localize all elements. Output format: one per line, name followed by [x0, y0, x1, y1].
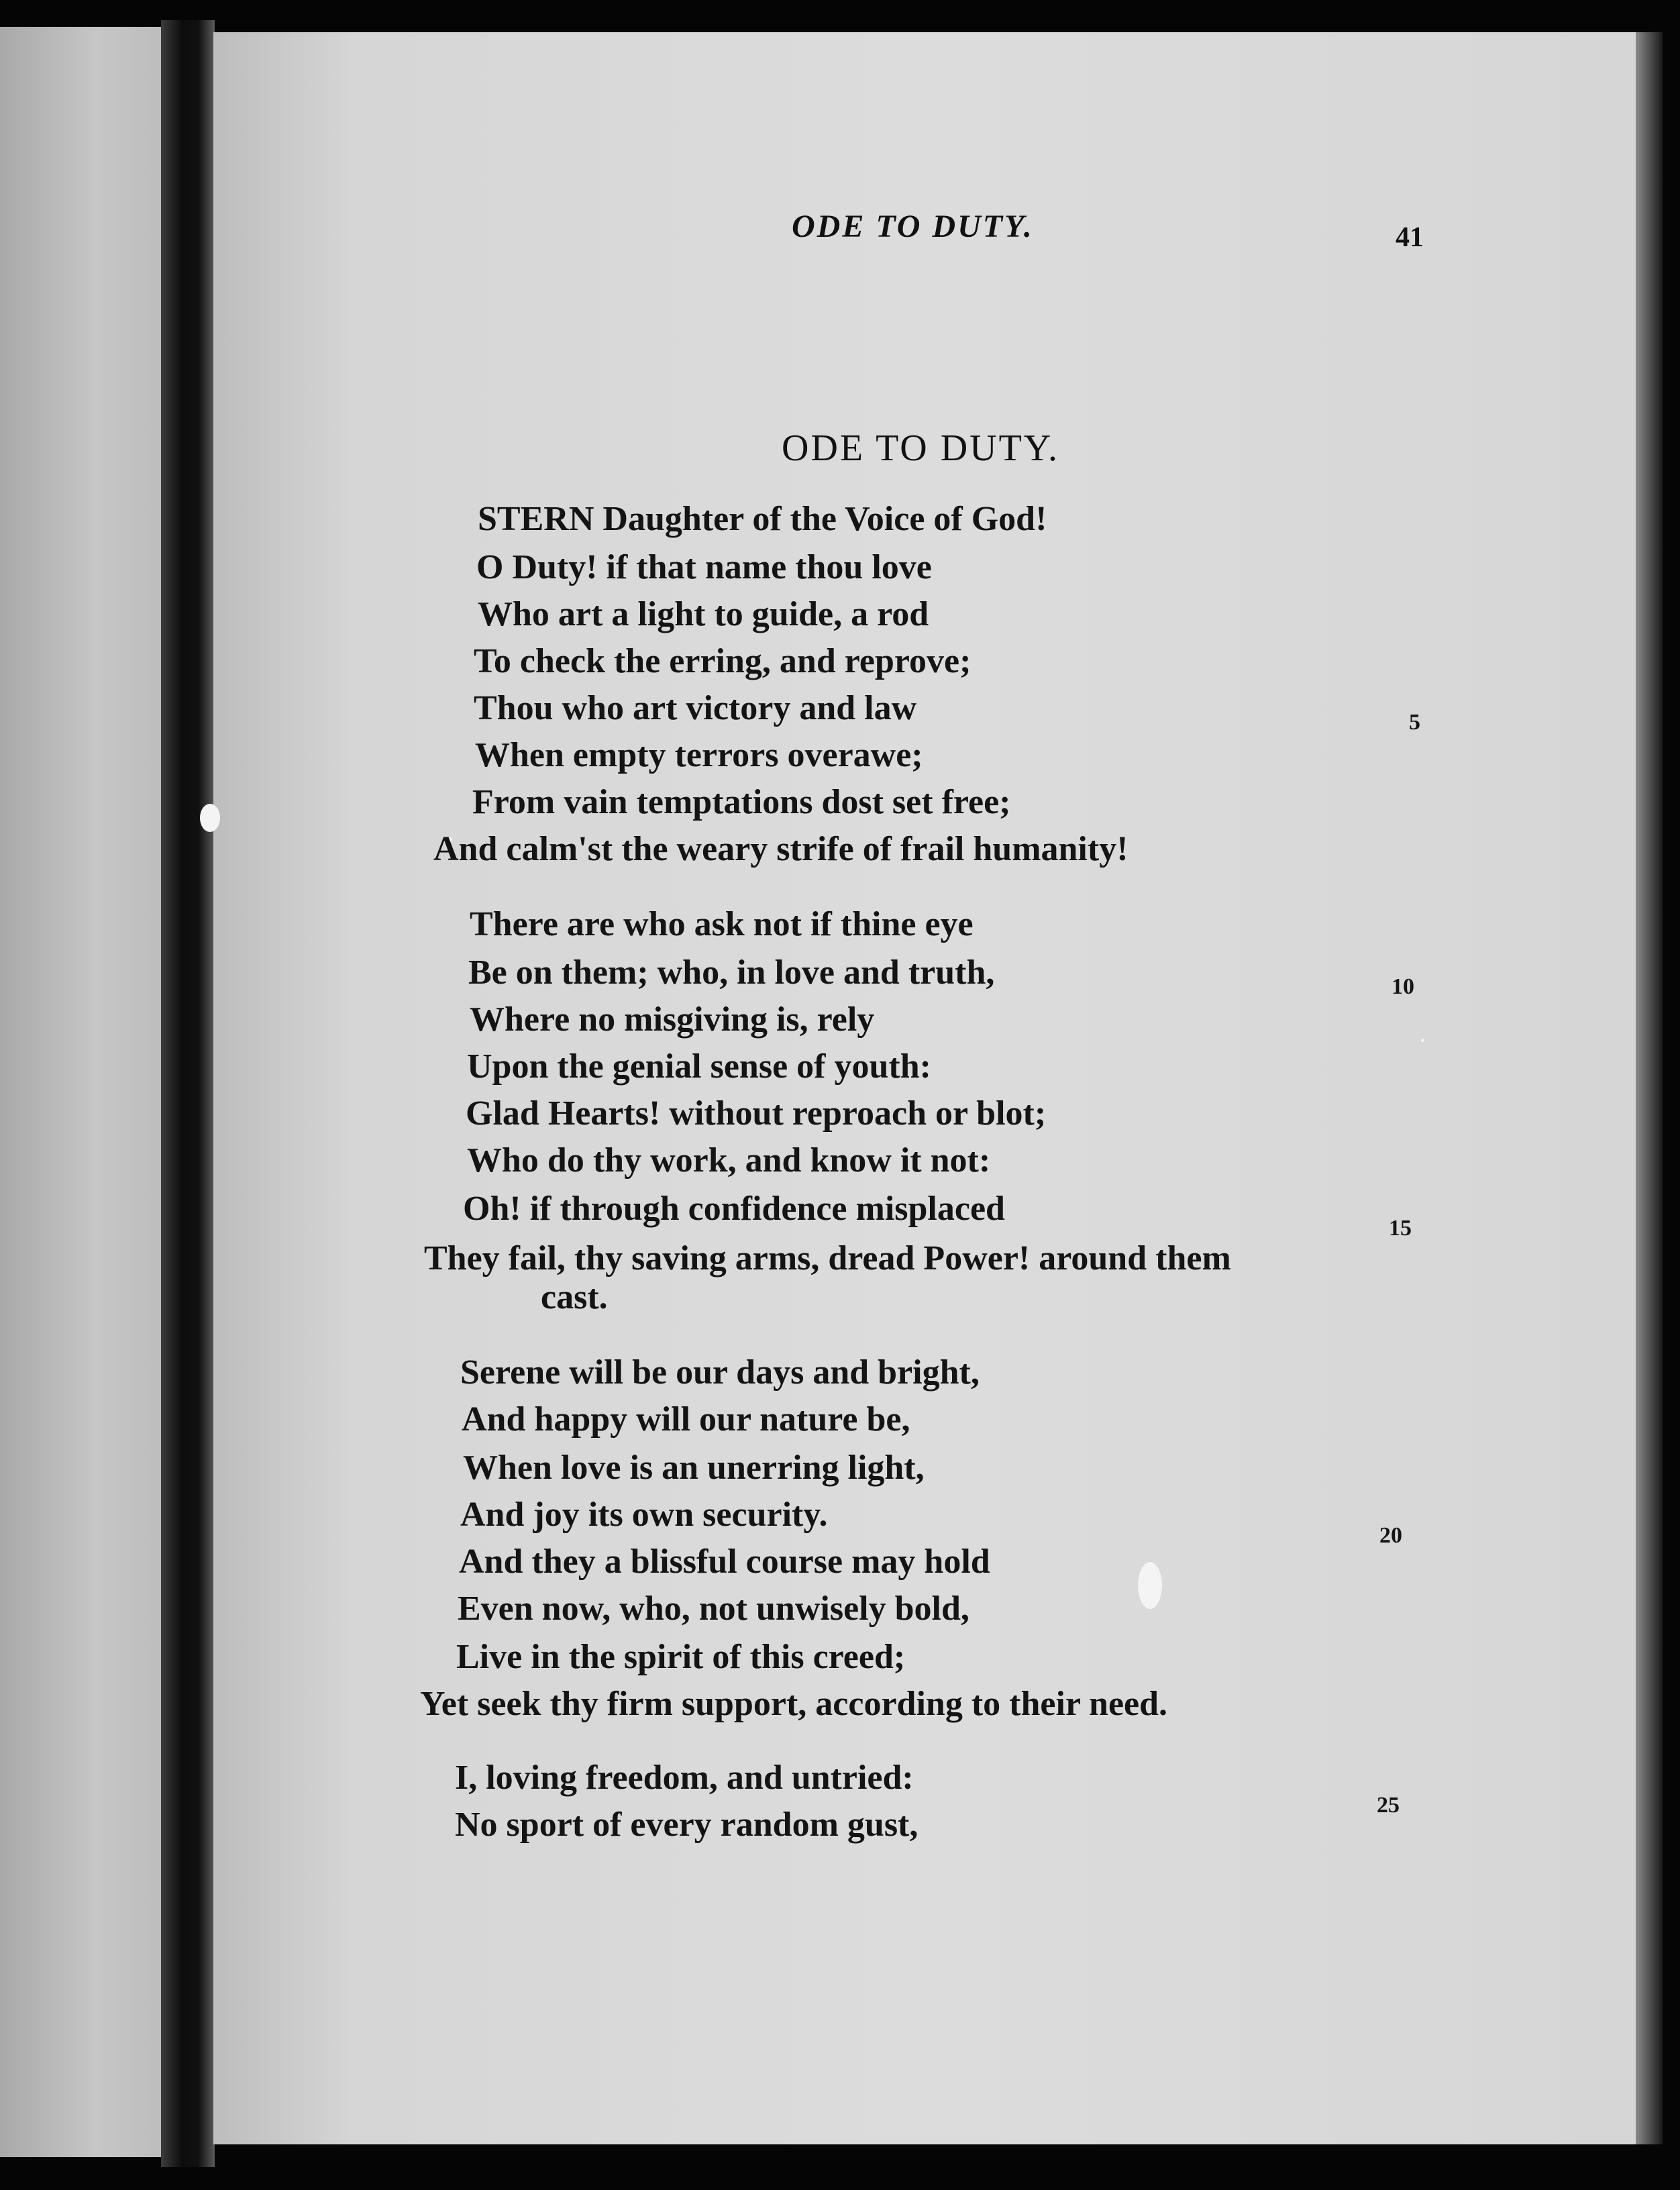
- poem-line-23: Live in the spirit of this creed;: [456, 1638, 906, 1676]
- book-page: [213, 32, 1636, 2144]
- poem-line-21: And they a blissful course may hold: [459, 1543, 990, 1581]
- poem-line-24: Yet seek thy firm support, according to their need.: [420, 1685, 1168, 1723]
- poem-line-6: When empty terrors overawe;: [475, 736, 923, 774]
- line-number-20: 20: [1379, 1523, 1402, 1548]
- poem-line-19: When love is an unerring light,: [463, 1449, 925, 1487]
- poem-line-10: Be on them; who, in love and truth,: [468, 953, 995, 992]
- poem-line-25: I, loving freedom, and untried:: [455, 1759, 914, 1797]
- poem-line-17: Serene will be our days and bright,: [460, 1353, 980, 1392]
- poem-line-13: Glad Hearts! without reproach or blot;: [466, 1094, 1047, 1133]
- poem-line-1: STERN Daughter of the Voice of God!: [478, 500, 1047, 538]
- poem-line-15: Oh! if through confidence misplaced: [463, 1190, 1005, 1228]
- poem-line-18: And happy will our nature be,: [462, 1400, 910, 1439]
- poem-line-3: Who art a light to guide, a rod: [478, 595, 929, 633]
- poem-line-7: From vain temptations dost set free;: [472, 783, 1011, 821]
- line-number-25: 25: [1377, 1793, 1400, 1818]
- poem-line-22: Even now, who, not unwisely bold,: [458, 1589, 969, 1628]
- poem-line-11: Where no misgiving is, rely: [470, 1000, 875, 1039]
- book-gutter: [161, 20, 215, 2167]
- poem-line-12: Upon the genial sense of youth:: [467, 1047, 931, 1086]
- dust-speck: [1421, 1039, 1424, 1042]
- dust-speck: [200, 804, 220, 832]
- poem-line-2: O Duty! if that name thou love: [476, 548, 932, 586]
- line-number-5: 5: [1409, 710, 1420, 735]
- dust-speck: [1138, 1562, 1162, 1609]
- poem-line-4: To check the erring, and reprove;: [474, 642, 972, 680]
- poem-line-8: And calm'st the weary strife of frail humanity!: [433, 830, 1128, 868]
- facing-page-edge: [0, 27, 161, 2157]
- poem-line-14: Who do thy work, and know it not:: [467, 1141, 991, 1180]
- poem-line-5: Thou who art victory and law: [474, 689, 917, 727]
- poem-line-20: And joy its own security.: [460, 1496, 828, 1534]
- line-number-15: 15: [1389, 1216, 1412, 1241]
- page-edge-shadow: [1636, 32, 1663, 2144]
- poem-line-9: There are who ask not if thine eye: [470, 905, 974, 943]
- poem-title: ODE TO DUTY.: [782, 427, 1060, 469]
- page-number: 41: [1396, 222, 1424, 253]
- line-number-10: 10: [1392, 974, 1414, 999]
- running-head: ODE TO DUTY.: [792, 209, 1034, 244]
- poem-line-26: No sport of every random gust,: [455, 1806, 918, 1844]
- poem-line-16-continuation: cast.: [541, 1278, 608, 1316]
- poem-line-16: They fail, thy saving arms, dread Power! around them: [424, 1239, 1231, 1278]
